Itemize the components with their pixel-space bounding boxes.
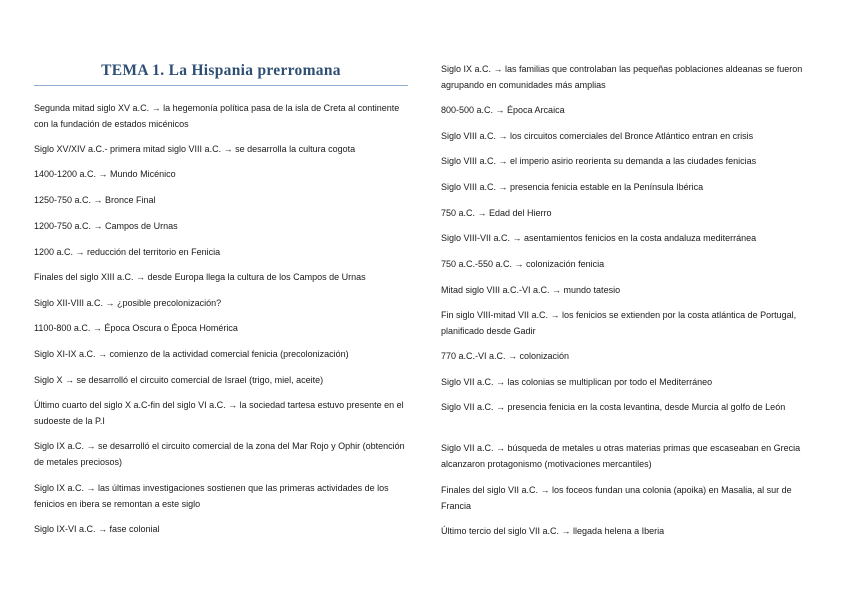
timeline-entry: Último tercio del siglo VII a.C. → llegada helena a Iberia [441,526,665,536]
timeline-entry: Siglo IX-VI a.C. → fase colonial [34,524,160,534]
timeline-entry: 1100-800 a.C. → Época Oscura o Época Homérica [34,323,238,333]
timeline-entry: Siglo VIII a.C. → presencia fenicia estable en la Península Ibérica [441,182,704,192]
timeline-entry: Finales del siglo VII a.C. → los foceos fundan una colonia (apoika) en Masalia, al sur de Francia [441,485,792,511]
timeline-entry: 1200-750 a.C. → Campos de Urnas [34,221,178,231]
timeline-entry: Finales del siglo XIII a.C. → desde Europa llega la cultura de los Campos de Urnas [34,272,366,282]
timeline-entry: Último cuarto del siglo X a.C-fin del siglo VI a.C. → la sociedad tartesa estuvo presente en el sudoeste de la P.I [34,400,404,426]
page-title: TEMA 1. La Hispania prerromana [101,62,341,79]
timeline-entry: 770 a.C.-VI a.C. → colonización [441,351,570,361]
timeline-entry: Siglo IX a.C. → las familias que controlaban las pequeñas poblaciones aldeanas se fueron agrupando en comunidades más amplias [441,64,803,90]
timeline-entry: Siglo VII a.C. → las colonias se multiplican por todo el Mediterráneo [441,377,713,387]
timeline-entry: Mitad siglo VIII a.C.-VI a.C. → mundo tatesio [441,285,621,295]
timeline-entry: Siglo XI-IX a.C. → comienzo de la actividad comercial fenicia (precolonización) [34,349,349,359]
timeline-entry: Siglo IX a.C. → las últimas investigaciones sostienen que las primeras actividades de los fenicios en ibera se remontan a este siglo [34,483,389,509]
timeline-entry: 750 a.C.-550 a.C. → colonización fenicia [441,259,605,269]
timeline-entry: Fin siglo VIII-mitad VII a.C. → los fenicios se extienden por la costa atlántica de Portugal, planificado desde Gadir [441,310,797,336]
timeline-entry: Segunda mitad siglo XV a.C. → la hegemonía política pasa de la isla de Creta al continente con la fundación de estados micénicos [34,103,400,129]
timeline-entry: Siglo VIII a.C. → el imperio asirio reorienta su demanda a las ciudades fenicias [441,156,757,166]
timeline-entry: 1250-750 a.C. → Bronce Final [34,195,156,205]
timeline-entry: 750 a.C. → Edad del Hierro [441,208,552,218]
timeline-entry: Siglo X → se desarrolló el circuito comercial de Israel (trigo, miel, aceite) [34,375,324,385]
timeline-entry: 800-500 a.C. → Época Arcaica [441,105,565,115]
timeline-entry: Siglo XV/XIV a.C.- primera mitad siglo VIII a.C. → se desarrolla la cultura cogota [34,144,356,154]
timeline-entry: Siglo XII-VIII a.C. → ¿posible precolonización? [34,298,222,308]
timeline-entry: Siglo VII a.C. → presencia fenicia en la costa levantina, desde Murcia al golfo de León [441,402,786,412]
timeline-entry: Siglo IX a.C. → se desarrolló el circuito comercial de la zona del Mar Rojo y Ophir (obtención de metales preciosos) [34,441,405,467]
timeline-entry: Siglo VIII-VII a.C. → asentamientos fenicios en la costa andaluza mediterránea [441,233,757,243]
timeline-entry: Siglo VIII a.C. → los circuitos comerciales del Bronce Atlántico entran en crisis [441,131,754,141]
timeline-entry: 1400-1200 a.C. → Mundo Micénico [34,169,176,179]
title-underline [34,85,408,86]
timeline-entry: Siglo VII a.C. → búsqueda de metales u otras materias primas que escaseaban en Grecia alcanzaron protagonismo (motivaciones mercantiles) [441,443,801,469]
timeline-entry: 1200 a.C. → reducción del territorio en Fenicia [34,247,221,257]
